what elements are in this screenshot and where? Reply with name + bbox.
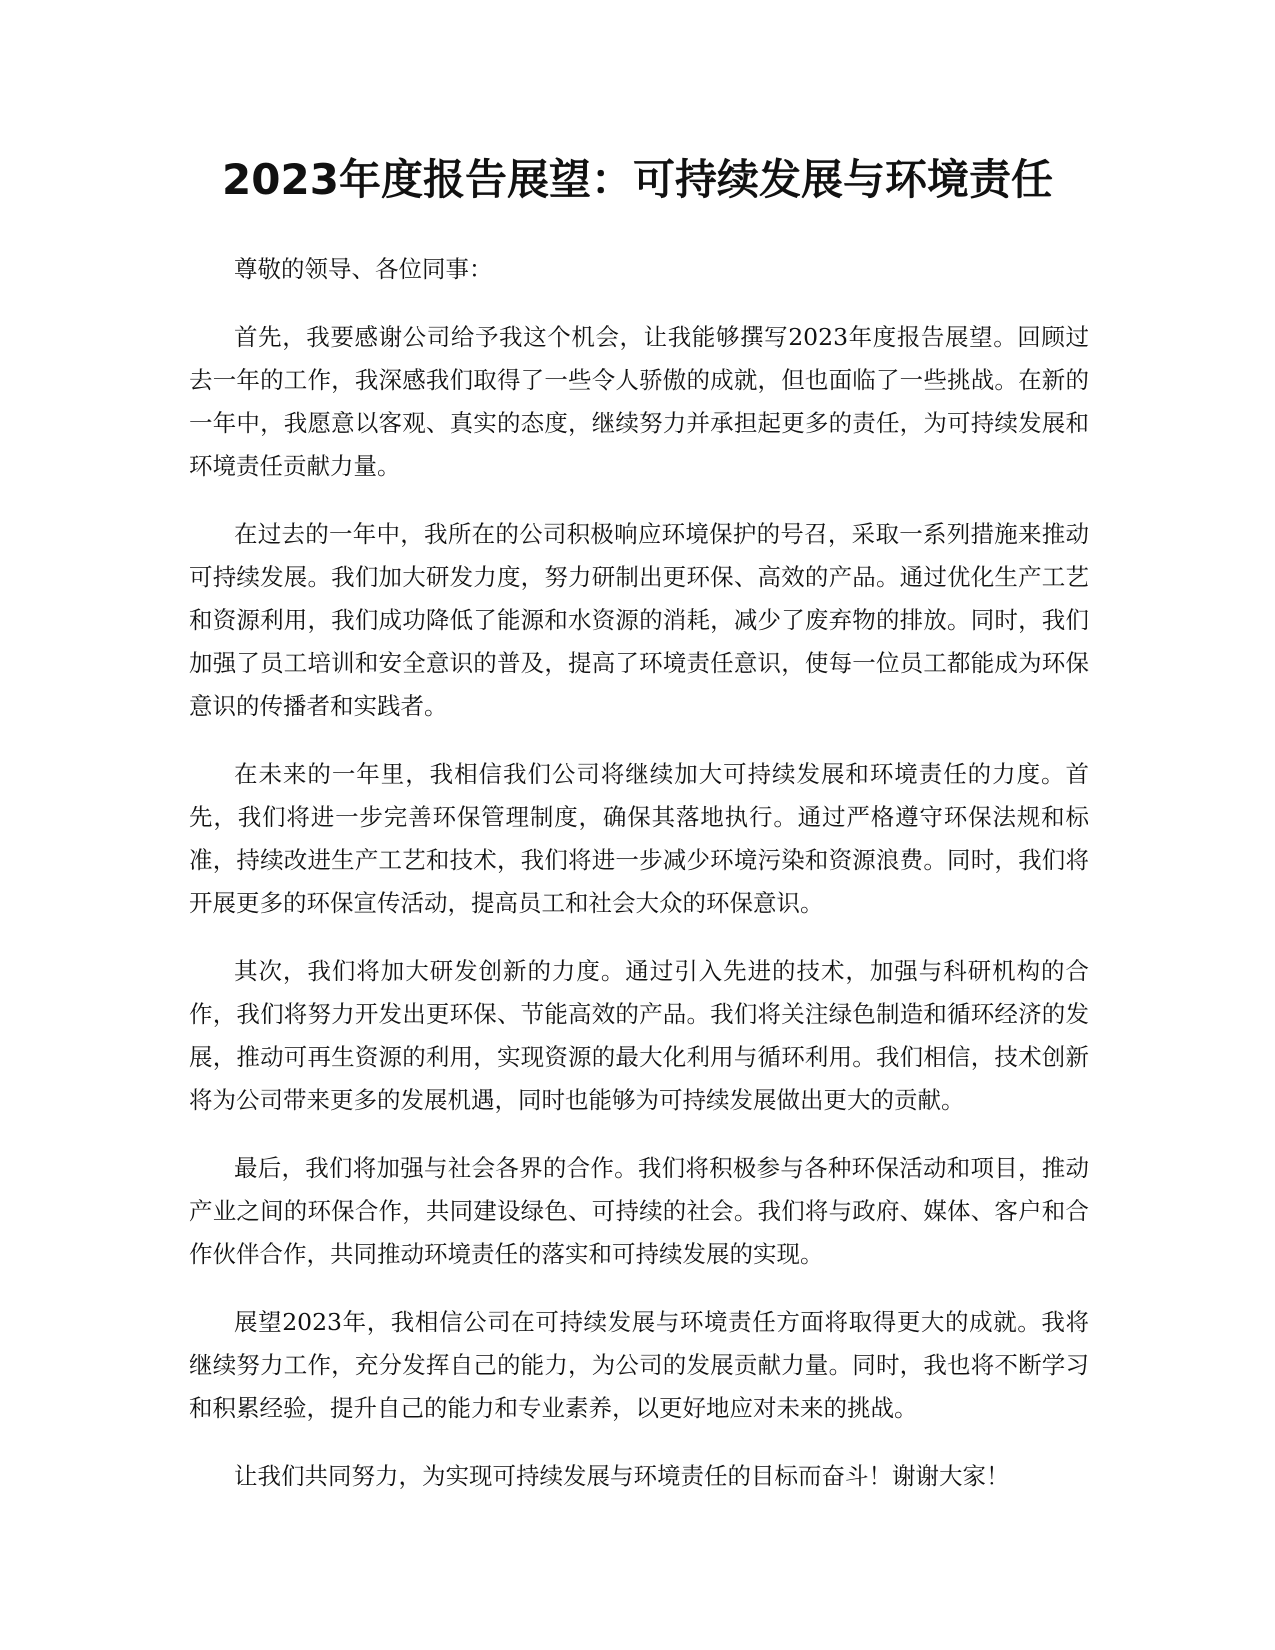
paragraph-2: 在过去的一年中，我所在的公司积极响应环境保护的号召，采取一系列措施来推动可持续发展。我们加大研发力度，努力研制出更环保、高效的产品。通过优化生产工艺和资源利用，我们成功降低了能源和水资源的消耗，减少了废弃物的排放。同时，我们加强了员工培训和安全意识的普及，提高了环境责任意识，使每一位员工都能成为环保意识的传播者和实践者。: [189, 520, 1089, 720]
page-title: 2023年度报告展望：可持续发展与环境责任: [222, 155, 1053, 204]
paragraph-5: 最后，我们将加强与社会各界的合作。我们将积极参与各种环保活动和项目，推动产业之间的环保合作，共同建设绿色、可持续的社会。我们将与政府、媒体、客户和合作伙伴合作，共同推动环境责任的落实和可持续发展的实现。: [189, 1154, 1089, 1268]
paragraph-3: 在未来的一年里，我相信我们公司将继续加大可持续发展和环境责任的力度。首先，我们将进一步完善环保管理制度，确保其落地执行。通过严格遵守环保法规和标准，持续改进生产工艺和技术，我们将进一步减少环境污染和资源浪费。同时，我们将开展更多的环保宣传活动，提高员工和社会大众的环保意识。: [189, 760, 1089, 917]
paragraph-1: 首先，我要感谢公司给予我这个机会，让我能够撰写2023年度报告展望。回顾过去一年的工作，我深感我们取得了一些令人骄傲的成就，但也面临了一些挑战。在新的一年中，我愿意以客观、真实的态度，继续努力并承担起更多的责任，为可持续发展和环境责任贡献力量。: [189, 323, 1089, 480]
paragraph-4: 其次，我们将加大研发创新的力度。通过引入先进的技术，加强与科研机构的合作，我们将努力开发出更环保、节能高效的产品。我们将关注绿色制造和循环经济的发展，推动可再生资源的利用，实现资源的最大化利用与循环利用。我们相信，技术创新将为公司带来更多的发展机遇，同时也能够为可持续发展做出更大的贡献。: [189, 957, 1089, 1114]
document-body: [189, 248, 1089, 1523]
paragraph-7: 让我们共同努力，为实现可持续发展与环境责任的目标而奋斗！谢谢大家！: [234, 1462, 1010, 1490]
salutation: 尊敬的领导、各位同事：: [234, 255, 493, 283]
paragraph-6: 展望2023年，我相信公司在可持续发展与环境责任方面将取得更大的成就。我将继续努力工作，充分发挥自己的能力，为公司的发展贡献力量。同时，我也将不断学习和积累经验，提升自己的能力和专业素养，以更好地应对未来的挑战。: [189, 1308, 1089, 1422]
